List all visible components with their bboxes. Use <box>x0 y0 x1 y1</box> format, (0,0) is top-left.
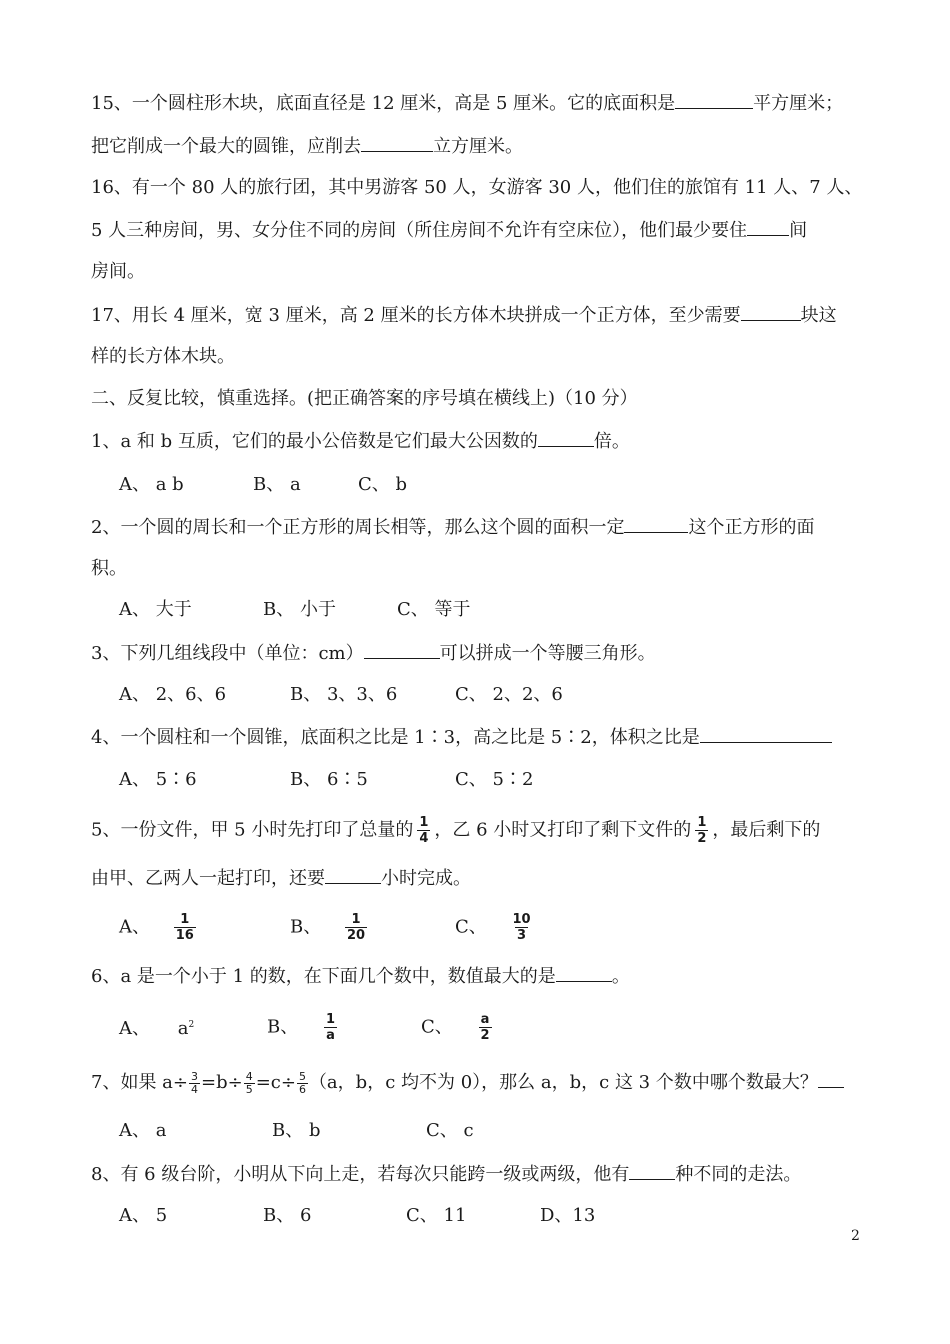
q17-line2: 样的长方体木块。 <box>91 346 235 367</box>
c7-text-1: 7、如果 a÷ <box>91 1072 188 1093</box>
c8-text-a: 8、有 6 级台阶，小明从下向上走，若每次只能跨一级或两级，他有 <box>91 1164 630 1185</box>
c8-stem <box>91 1161 801 1188</box>
q17-text-a: 17、用长 4 厘米，宽 3 厘米，高 2 厘米的长方体木块拼成一个正方体，至少需要 <box>91 305 741 326</box>
c6-option-a-base: a <box>177 1018 189 1039</box>
c2-stem <box>91 514 814 541</box>
c5-option-b-label: B、 <box>290 916 322 938</box>
c5-option-a-label: A、 <box>119 916 150 938</box>
q15-blank-2[interactable] <box>361 133 433 152</box>
c1-text-b: 倍。 <box>593 431 630 452</box>
c2-line2: 积。 <box>91 558 127 579</box>
c5-text-b: ，乙 6 小时又打印了剩下文件的 <box>434 819 692 841</box>
c5-optB-den: 20 <box>346 928 366 943</box>
c2-option-b[interactable]: B、 小于 <box>263 599 336 620</box>
c5-option-a[interactable] <box>119 912 200 943</box>
c8-option-d[interactable]: D、13 <box>540 1205 596 1226</box>
c5-frac1-den: 4 <box>419 831 429 846</box>
c5-option-a-fraction <box>174 912 196 943</box>
c6-optC-num: a <box>480 1012 490 1027</box>
c3-text-b: 可以拼成一个等腰三角形。 <box>439 643 656 664</box>
c7-option-b[interactable]: B、 b <box>272 1120 321 1141</box>
c3-option-b[interactable]: B、 3、3、6 <box>290 684 398 705</box>
c3-stem <box>91 640 656 667</box>
c1-option-a[interactable]: A、 a b <box>119 474 184 495</box>
c7-text-4: （a，b，c 均不为 0），那么 a，b，c 这 3 个数中哪个数最大？ <box>308 1072 818 1093</box>
c5-text-d: 由甲、乙两人一起打印，还要 <box>91 868 325 889</box>
c5-optA-num: 1 <box>180 912 190 927</box>
c7-option-c[interactable]: C、 c <box>426 1120 474 1141</box>
c5-option-c-label: C、 <box>455 916 487 938</box>
c7-text-2: =b÷ <box>201 1072 243 1093</box>
c7-f2-den: 5 <box>245 1082 253 1096</box>
q16-line1: 16、有一个 80 人的旅行团，其中男游客 50 人，女游客 30 人，他们住的旅馆有 11 人、7 人、 <box>91 177 863 198</box>
c4-stem <box>91 724 832 751</box>
c2-option-a[interactable]: A、 大于 <box>119 599 192 620</box>
c8-blank[interactable] <box>629 1161 675 1180</box>
c5-optC-num: 10 <box>512 912 531 927</box>
c7-fraction-2 <box>244 1071 255 1096</box>
c7-f1-den: 4 <box>191 1082 198 1096</box>
c6-blank[interactable] <box>556 963 612 982</box>
c5-stem <box>91 815 820 846</box>
c3-option-c[interactable]: C、 2、2、6 <box>455 684 563 705</box>
q17-blank[interactable] <box>741 302 801 321</box>
c4-option-a[interactable]: A、 5∶6 <box>119 769 197 790</box>
c5-fraction-half <box>695 815 708 846</box>
c2-text-a: 2、一个圆的周长和一个正方形的周长相等，那么这个圆的面积一定 <box>91 517 625 538</box>
q15-text-a: 15、一个圆柱形木块，底面直径是 12 厘米，高是 5 厘米。它的底面积是 <box>91 93 676 114</box>
c6-option-b-label: B、 <box>267 1016 299 1038</box>
c6-stem <box>91 963 630 990</box>
c5-frac2-den: 2 <box>697 831 707 846</box>
c5-text-a: 5、一份文件，甲 5 小时先打印了总量的 <box>91 819 414 841</box>
c4-blank[interactable] <box>700 724 832 743</box>
q15-text-d: 立方厘米。 <box>433 136 523 157</box>
c7-fraction-3 <box>297 1071 308 1096</box>
page-number: 2 <box>851 1228 860 1244</box>
section2-title: 二、反复比较，慎重选择。(把正确答案的序号填在横线上)（10 分） <box>91 388 638 409</box>
c5-blank[interactable] <box>325 865 381 884</box>
c1-text-a: 1、a 和 b 互质，它们的最小公倍数是它们最大公因数的 <box>91 431 538 452</box>
c8-text-b: 种不同的走法。 <box>675 1164 802 1185</box>
c7-f2-num: 4 <box>245 1069 253 1083</box>
c5-option-b[interactable] <box>290 912 371 943</box>
c6-text-b: 。 <box>611 966 630 987</box>
c3-option-a[interactable]: A、 2、6、6 <box>119 684 227 705</box>
c2-option-c[interactable]: C、 等于 <box>397 599 471 620</box>
q15-blank-1[interactable] <box>675 90 753 109</box>
c5-option-b-fraction <box>345 912 367 943</box>
c4-option-b[interactable]: B、 6∶5 <box>290 769 368 790</box>
c6-option-c-fraction <box>479 1012 492 1043</box>
c6-text-a: 6、a 是一个小于 1 的数，在下面几个数中，数值最大的是 <box>91 966 556 987</box>
q15-line1 <box>91 90 843 117</box>
c7-f1-num: 3 <box>191 1069 198 1083</box>
c2-text-b: 这个正方形的面 <box>688 517 815 538</box>
c7-text-3: =c÷ <box>255 1072 296 1093</box>
c6-option-a-label: A、 <box>119 1018 150 1039</box>
c8-option-b[interactable]: B、 6 <box>263 1205 312 1226</box>
c7-f3-den: 6 <box>298 1082 306 1096</box>
c1-option-c[interactable]: C、 b <box>358 474 408 495</box>
c5-optB-num: 1 <box>351 912 361 927</box>
q15-line2 <box>91 133 523 160</box>
q16-text-a: 5 人三种房间，男、女分住不同的房间（所住房间不允许有空床位），他们最少要住 <box>91 220 748 241</box>
c5-line2 <box>91 865 471 892</box>
q17-text-b: 块这 <box>800 305 837 326</box>
c7-stem <box>91 1069 844 1096</box>
c7-fraction-1 <box>189 1071 200 1096</box>
c6-option-a-exponent: 2 <box>188 1020 195 1030</box>
c6-optB-num: 1 <box>325 1012 336 1027</box>
c5-frac2-num: 1 <box>697 815 707 830</box>
c4-option-c[interactable]: C、 5∶2 <box>455 769 534 790</box>
q15-text-b: 平方厘米； <box>753 93 844 114</box>
c5-text-c: ，最后剩下的 <box>712 819 821 841</box>
c1-option-b[interactable]: B、 a <box>253 474 301 495</box>
c5-text-e: 小时完成。 <box>381 868 471 889</box>
c5-option-c-fraction <box>511 912 533 943</box>
c6-optC-den: 2 <box>480 1028 490 1043</box>
c5-optC-den: 3 <box>517 928 527 943</box>
c5-option-c[interactable] <box>455 912 537 943</box>
c7-option-a[interactable]: A、 a <box>119 1120 167 1141</box>
c5-frac1-num: 1 <box>419 815 429 830</box>
c1-blank[interactable] <box>538 428 594 447</box>
c7-f3-num: 5 <box>298 1069 306 1083</box>
c3-blank[interactable] <box>364 640 440 659</box>
c7-blank[interactable] <box>818 1069 844 1088</box>
c2-blank[interactable] <box>624 514 688 533</box>
c8-option-a[interactable]: A、 5 <box>119 1205 168 1226</box>
q15-text-c: 把它削成一个最大的圆锥，应削去 <box>91 136 361 157</box>
c6-option-b[interactable] <box>267 1012 341 1043</box>
q17-line1 <box>91 302 837 329</box>
c6-optB-den: a <box>326 1028 335 1043</box>
c6-option-a[interactable] <box>119 1012 194 1042</box>
c3-text-a: 3、下列几组线段中（单位：cm） <box>91 643 364 664</box>
c8-option-c[interactable]: C、 11 <box>406 1205 467 1226</box>
c6-option-c[interactable] <box>421 1012 496 1043</box>
c6-option-c-label: C、 <box>421 1016 453 1038</box>
c5-fraction-quarter <box>417 815 430 846</box>
c1-stem <box>91 428 630 455</box>
c5-optA-den: 16 <box>175 928 194 943</box>
q16-line3: 房间。 <box>91 261 145 282</box>
q16-blank[interactable] <box>747 217 789 236</box>
c4-text: 4、一个圆柱和一个圆锥，底面积之比是 1∶3，高之比是 5∶2，体积之比是 <box>91 727 700 748</box>
q16-text-b: 间 <box>789 220 808 241</box>
c6-option-b-fraction <box>324 1012 337 1043</box>
q16-line2 <box>91 217 807 244</box>
